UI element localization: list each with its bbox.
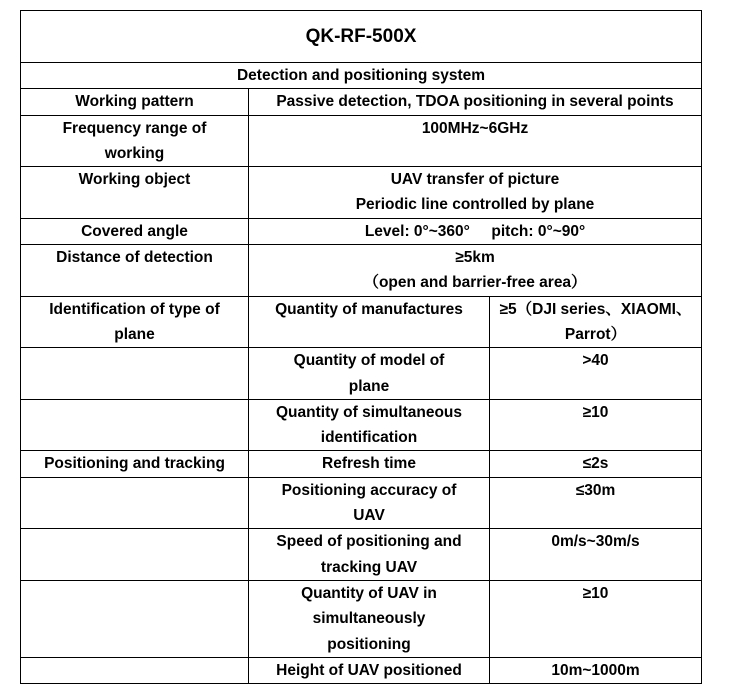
spec-table [20, 10, 702, 684]
manufactures-label: Quantity of manufactures [249, 296, 490, 348]
speed-label-line: tracking UAV [320, 558, 418, 576]
identification-label-line: Identification of type of [49, 300, 220, 318]
frequency-value: 100MHz~6GHz [249, 115, 702, 167]
working-object-label: Working object [21, 167, 249, 219]
refresh-time-label: Refresh time [249, 451, 490, 477]
uav-count-label-line: positioning [327, 635, 411, 653]
model-count-label [249, 348, 490, 400]
empty-cell [21, 477, 249, 529]
manufactures-value-line: ≥5（DJI series、XIAOMI、 [499, 300, 692, 318]
simultaneous-id-value: ≥10 [490, 399, 702, 451]
distance-value [249, 245, 702, 297]
empty-cell [21, 657, 249, 683]
frequency-label [21, 115, 249, 167]
accuracy-label-line: UAV [353, 507, 385, 525]
identification-label-line: plane [114, 325, 155, 343]
accuracy-label-line: Positioning accuracy of [281, 481, 457, 499]
speed-label-line: Speed of positioning and [276, 533, 462, 551]
model-count-label-line: Quantity of model of [293, 352, 445, 370]
empty-cell [21, 529, 249, 581]
simultaneous-id-label-line: identification [320, 429, 418, 447]
working-object-line: UAV transfer of picture [390, 171, 560, 189]
working-pattern-label: Working pattern [21, 89, 249, 115]
covered-angle-label: Covered angle [21, 218, 249, 244]
refresh-time-value: ≤2s [490, 451, 702, 477]
height-value: 10m~1000m [490, 657, 702, 683]
working-object-value [249, 167, 702, 219]
model-count-label-line: plane [348, 377, 390, 395]
empty-cell [21, 348, 249, 400]
system-name: Detection and positioning system [21, 63, 702, 89]
identification-group-label [21, 296, 249, 348]
distance-line: （open and barrier-free area） [363, 274, 587, 292]
empty-cell [21, 580, 249, 657]
manufactures-value-line: Parrot） [564, 325, 627, 343]
manufactures-value [490, 296, 702, 348]
height-label: Height of UAV positioned [249, 657, 490, 683]
uav-count-label-line: Quantity of UAV in [301, 584, 437, 602]
frequency-label-line: working [104, 144, 165, 162]
speed-value: 0m/s~30m/s [490, 529, 702, 581]
speed-label [249, 529, 490, 581]
accuracy-label [249, 477, 490, 529]
empty-cell [21, 399, 249, 451]
uav-count-label-line: simultaneously [312, 610, 426, 628]
simultaneous-id-label-line: Quantity of simultaneous [275, 403, 462, 421]
distance-line: ≥5km [455, 249, 495, 267]
working-pattern-value: Passive detection, TDOA positioning in several points [249, 89, 702, 115]
covered-angle-value: Level: 0°~360° pitch: 0°~90° [249, 218, 702, 244]
frequency-label-line: Frequency range of [62, 119, 207, 137]
uav-count-value: ≥10 [490, 580, 702, 657]
uav-count-label [249, 580, 490, 657]
distance-label: Distance of detection [21, 245, 249, 297]
simultaneous-id-label [249, 399, 490, 451]
positioning-group-label: Positioning and tracking [21, 451, 249, 477]
working-object-line: Periodic line controlled by plane [355, 196, 595, 214]
accuracy-value: ≤30m [490, 477, 702, 529]
spec-title: QK-RF-500X [21, 11, 702, 63]
model-count-value: >40 [490, 348, 702, 400]
